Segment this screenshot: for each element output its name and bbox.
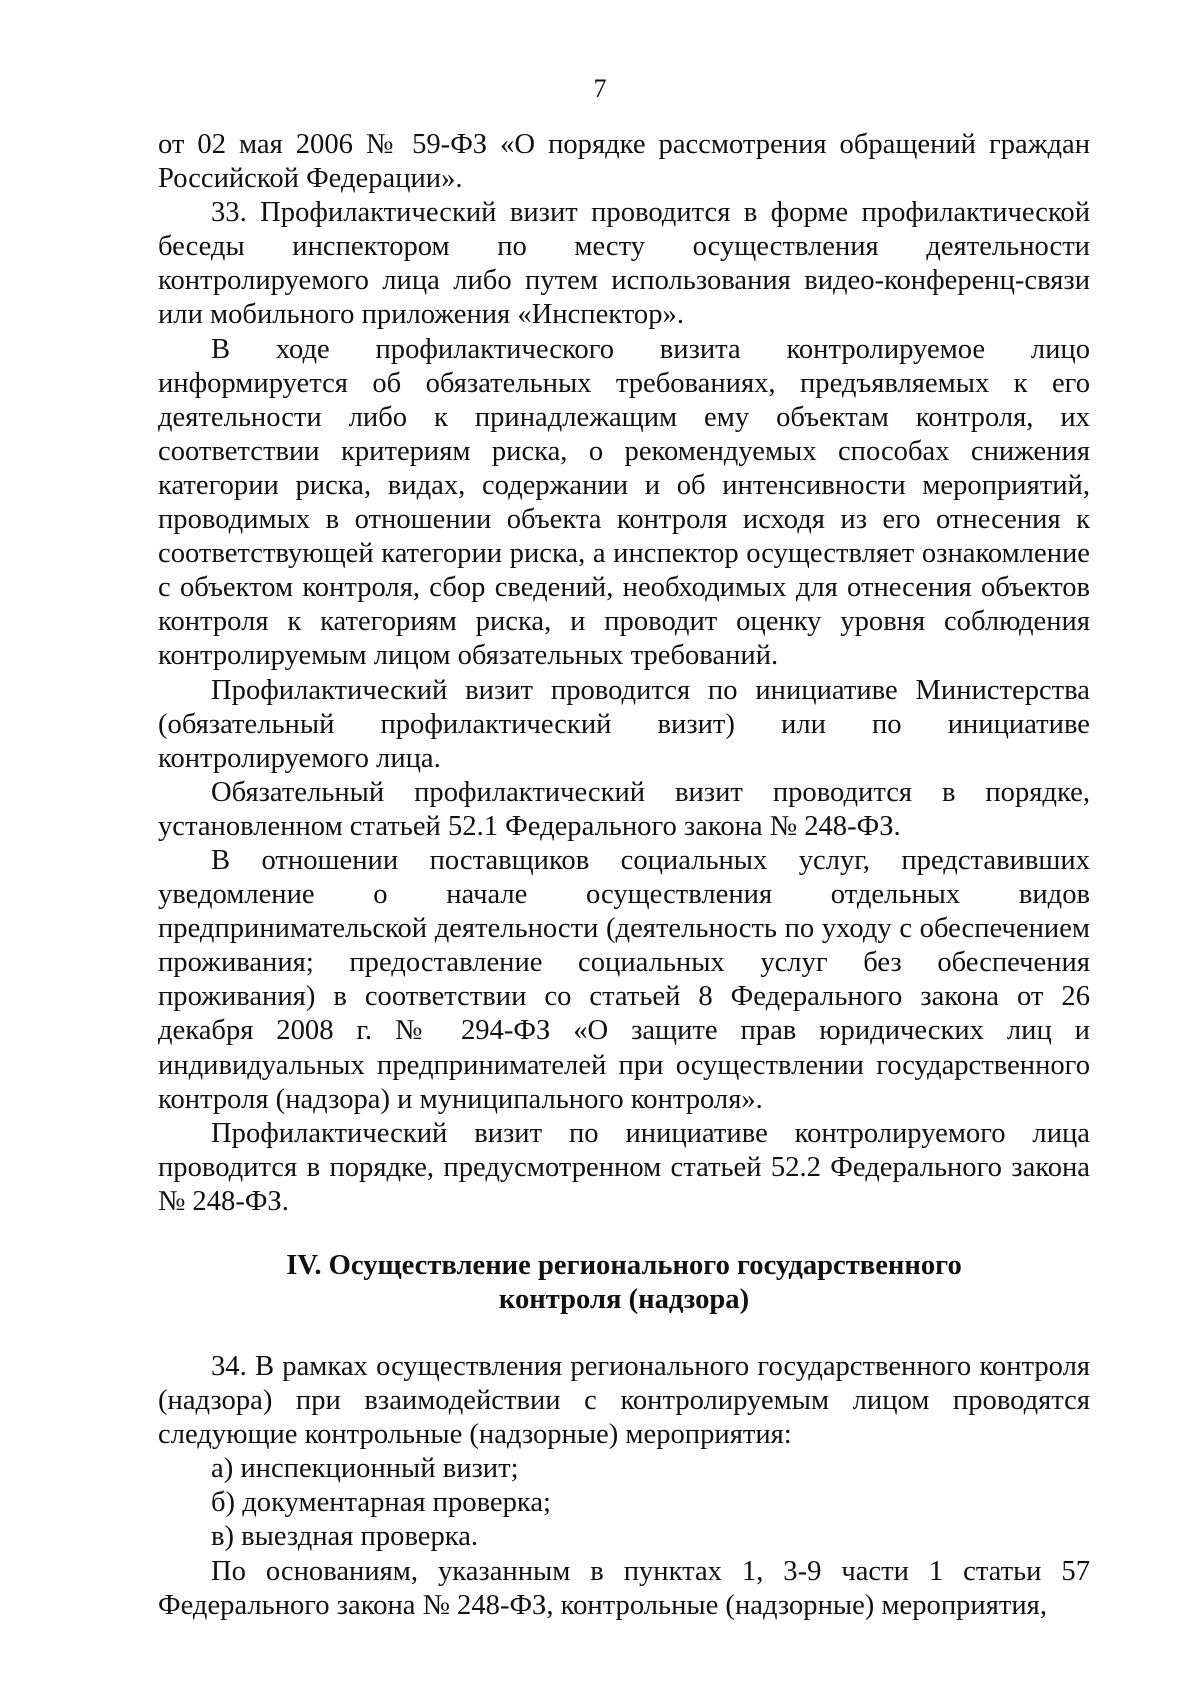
section-heading <box>158 1249 1090 1317</box>
paragraph-item-34: 34. В рамках осуществления регионального государственного контроля (надзора) при взаимодействии с контролируемым лицом проводятся следующие контрольные (надзорные) мероприятия: <box>158 1351 1090 1451</box>
paragraph-grounds: По основаниям, указанным в пунктах 1, 3-9 части 1 статьи 57 Федерального закона № 248-ФЗ, контрольные (надзорные) мероприятия, <box>158 1555 1090 1621</box>
paragraph-visit-content: В ходе профилактического визита контролируемое лицо информируется об обязательных требованиях, предъявляемых к его деятельности либо к принадлежащим ему объектам контроля, их соответствии критериям риска, о рекомендуемых способах снижения категории риска, видах, содержании и об интенсивности мероприятий, проводимых в отношении объекта контроля исходя из его отнесения к соответствующей категории риска, а инспектор осуществляет ознакомление с объектом контроля, сбор сведений, необходимых для отнесения объектов контроля к категориям риска, и проводит оценку уровня соблюдения контролируемым лицом обязательных требований. <box>158 333 1090 672</box>
paragraph-item-33: 33. Профилактический визит проводится в форме профилактической беседы инспектором по месту осуществления деятельности контролируемого лица либо путем использования видео-конференц-связи или мобильного приложения «Инспектор». <box>158 197 1090 331</box>
paragraph-visit-initiative: Профилактический визит проводится по инициативе Министерства (обязательный профилактический визит) или по инициативе контролируемого лица. <box>158 674 1090 774</box>
section-heading-line-2: контроля (надзора) <box>498 1284 750 1315</box>
list-item-a: а) инспекционный визит; <box>211 1453 519 1485</box>
document-body <box>158 128 1090 1623</box>
paragraph-mandatory-visit: Обязательный профилактический визит проводится в порядке, установленном статьей 52.1 Федерального закона № 248-ФЗ. <box>158 776 1090 842</box>
list-item-b: б) документарная проверка; <box>211 1487 551 1519</box>
paragraph-visit-by-request: Профилактический визит по инициативе контролируемого лица проводится в порядке, предусмотренном статьей 52.2 Федерального закона № 248-ФЗ. <box>158 1117 1090 1217</box>
page-number: 7 <box>593 74 607 103</box>
paragraph-continuation: от 02 мая 2006 № 59-ФЗ «О порядке рассмотрения обращений граждан Российской Федерации». <box>158 129 1090 195</box>
section-heading-line-1: IV. Осуществление регионального государственного <box>286 1250 962 1281</box>
list-item-c: в) выездная проверка. <box>211 1521 479 1553</box>
paragraph-social-services: В отношении поставщиков социальных услуг, представивших уведомление о начале осуществления отдельных видов предпринимательской деятельности (деятельность по уходу с обеспечением проживания; предоставление социальных услуг без обеспечения проживания) в соответствии со статьей 8 Федерального закона от 26 декабря 2008 г. № 294-ФЗ «О защите прав юридических лиц и индивидуальных предпринимателей при осуществлении государственного контроля (надзора) и муниципального контроля». <box>158 844 1090 1115</box>
